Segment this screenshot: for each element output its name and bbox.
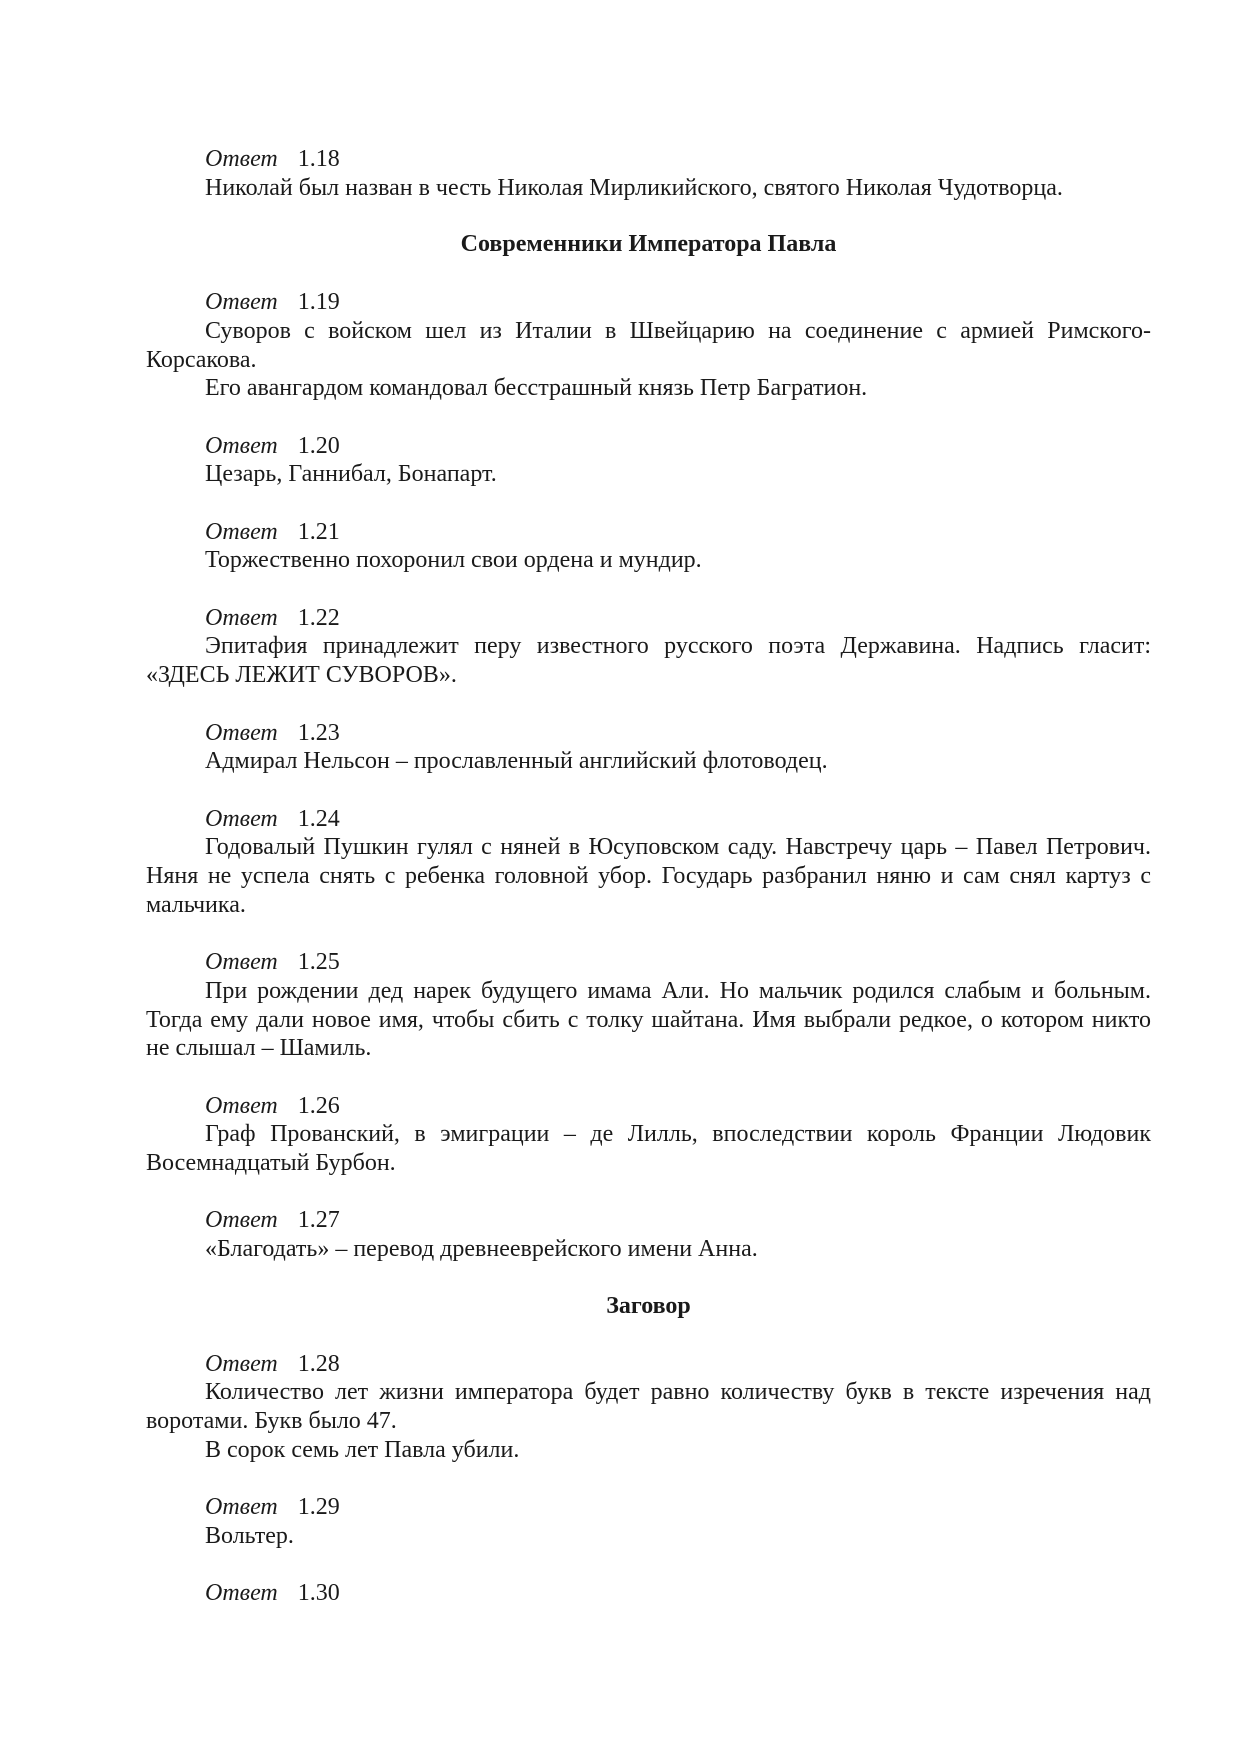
answer-label <box>146 432 1151 461</box>
answer-number: 1.20 <box>297 432 340 459</box>
answer-word: Ответ <box>205 1580 278 1607</box>
answer-paragraph: Николай был назван в честь Николая Мирликийского, святого Николая Чудотворца. <box>205 174 1063 201</box>
answer-label <box>146 1206 1151 1235</box>
answer-block <box>146 1350 1151 1465</box>
answer-number: 1.21 <box>297 518 340 545</box>
answer-block <box>146 719 1151 776</box>
answer-paragraph: «Благодать» – перевод древнееврейского имени Анна. <box>205 1236 758 1263</box>
answer-number: 1.24 <box>297 805 340 832</box>
answer-block <box>146 1579 1151 1608</box>
answer-number: 1.19 <box>297 289 340 316</box>
answer-word: Ответ <box>205 949 278 976</box>
answer-label <box>146 805 1151 834</box>
answer-block <box>146 432 1151 489</box>
answer-word: Ответ <box>205 1207 278 1234</box>
answer-word: Ответ <box>205 146 278 172</box>
answer-word: Ответ <box>205 518 278 545</box>
answer-label <box>146 604 1151 633</box>
answer-number: 1.28 <box>297 1350 340 1377</box>
document-page <box>146 145 1151 1637</box>
answer-block <box>146 948 1151 1063</box>
answer-number: 1.18 <box>297 146 340 172</box>
answer-word: Ответ <box>205 805 278 832</box>
answer-label <box>146 1579 1151 1608</box>
answer-number: 1.22 <box>297 604 340 631</box>
answer-paragraph: Его авангардом командовал бесстрашный князь Петр Багратион. <box>205 375 868 402</box>
answer-label <box>146 288 1151 317</box>
answer-paragraph: Цезарь, Ганнибал, Бонапарт. <box>205 461 497 488</box>
answer-block <box>146 1493 1151 1550</box>
answer-block <box>146 604 1151 690</box>
answer-word: Ответ <box>205 719 278 746</box>
answer-word: Ответ <box>205 289 278 316</box>
answer-paragraph: Торжественно похоронил свои ордена и мундир. <box>205 547 702 574</box>
answer-paragraph: Граф Прованский, в эмиграции – де Лилль, впоследствии король Франции Людовик Восемнадцатый Бурбон. <box>146 1121 1151 1177</box>
section-heading: Современники Императора Павла <box>460 231 837 258</box>
answer-paragraph: Адмирал Нельсон – прославленный английский флотоводец. <box>205 748 828 775</box>
answer-block <box>146 1092 1151 1178</box>
answer-word: Ответ <box>205 1494 278 1521</box>
answer-word: Ответ <box>205 1092 278 1119</box>
answer-word: Ответ <box>205 1350 278 1377</box>
answer-block <box>146 288 1151 403</box>
answer-number: 1.27 <box>297 1207 340 1234</box>
answer-label <box>146 948 1151 977</box>
answer-label <box>146 518 1151 547</box>
answer-number: 1.23 <box>297 719 340 746</box>
answer-label <box>146 1350 1151 1379</box>
section-heading: Заговор <box>606 1292 691 1319</box>
answer-label <box>146 145 1151 174</box>
answer-paragraph: Количество лет жизни императора будет равно количеству букв в тексте изречения над воротами. Букв было 47. <box>146 1379 1151 1434</box>
answer-paragraph: В сорок семь лет Павла убили. <box>205 1436 520 1463</box>
answer-block <box>146 805 1151 920</box>
answer-word: Ответ <box>205 604 278 631</box>
answer-paragraph: При рождении дед нарек будущего имама Али. Но мальчик родился слабым и больным. Тогда ему дали новое имя, чтобы сбить с толку шайтана. Имя выбрали редкое, о котором никто не слышал – Шамиль. <box>146 977 1151 1062</box>
answer-block <box>146 145 1151 202</box>
answer-number: 1.30 <box>297 1580 340 1607</box>
answer-label <box>146 719 1151 748</box>
answer-number: 1.26 <box>297 1092 340 1119</box>
answer-paragraph: Суворов с войском шел из Италии в Швейцарию на соединение с армией Римского-Корсакова. <box>146 317 1151 373</box>
answer-paragraph: Годовалый Пушкин гулял с няней в Юсуповском саду. Навстречу царь – Павел Петрович. Няня не успела снять с ребенка головной убор. Государь разбранил няню и сам снял картуз с мальчика. <box>146 834 1151 918</box>
answer-block <box>146 1206 1151 1263</box>
answer-number: 1.25 <box>297 949 340 976</box>
answer-block <box>146 518 1151 575</box>
answer-label <box>146 1493 1151 1522</box>
answer-word: Ответ <box>205 432 278 459</box>
answer-label <box>146 1092 1151 1121</box>
answer-paragraph: Вольтер. <box>205 1522 294 1549</box>
answer-number: 1.29 <box>297 1494 340 1521</box>
answer-paragraph: Эпитафия принадлежит перу известного русского поэта Державина. Надпись гласит: «ЗДЕСЬ ЛЕЖИТ СУВОРОВ». <box>146 633 1151 689</box>
